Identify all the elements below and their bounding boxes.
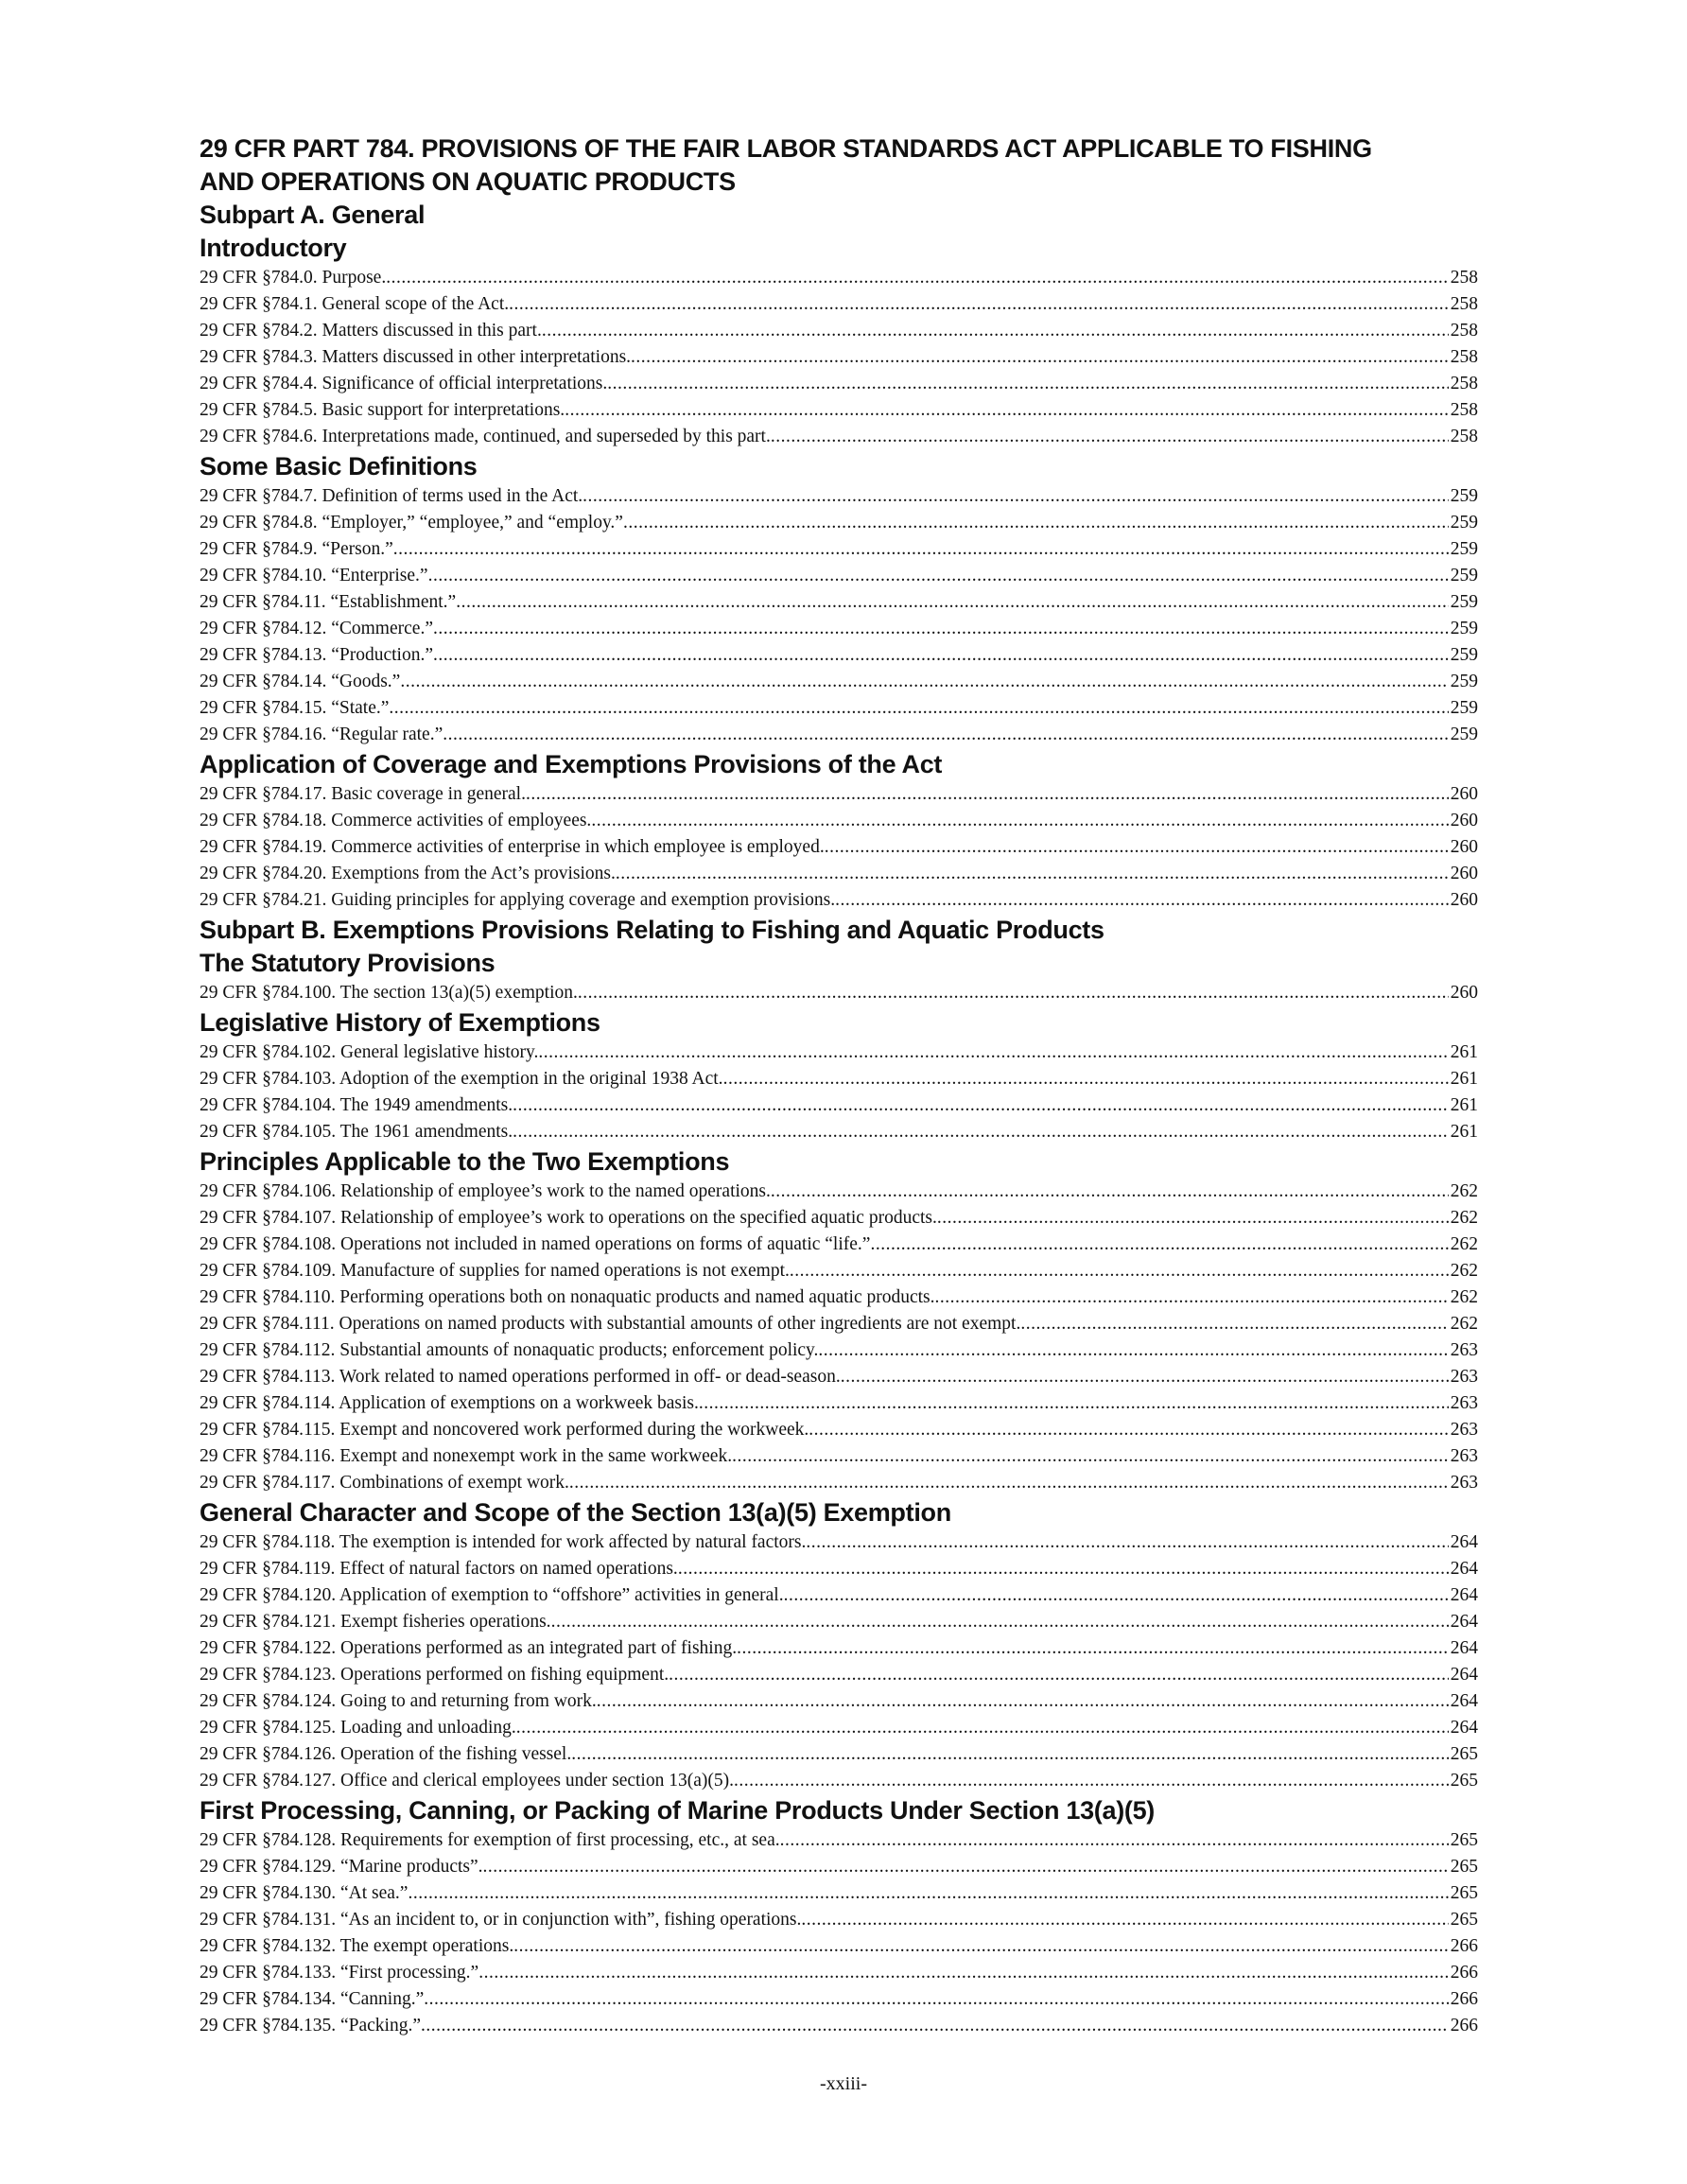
toc-entry-title: 29 CFR §784.103. Adoption of the exemption in the original 1938 Act. — [200, 1069, 723, 1089]
toc-entry[interactable] — [200, 1662, 1478, 1688]
toc-entry[interactable] — [200, 642, 1478, 669]
subpart-b-sections — [200, 947, 1478, 2039]
toc-entry[interactable] — [200, 371, 1478, 397]
dot-leader — [623, 510, 1449, 536]
toc-entry-page: 258 — [1450, 294, 1478, 314]
toc-entry[interactable] — [200, 834, 1478, 861]
toc-entry[interactable] — [200, 1986, 1478, 2013]
toc-entry-page: 265 — [1450, 1744, 1478, 1764]
toc-entry-title: 29 CFR §784.5. Basic support for interpretations. — [200, 400, 565, 420]
toc-entry-page: 262 — [1450, 1234, 1478, 1254]
toc-entry-title: 29 CFR §784.129. “Marine products”. — [200, 1857, 483, 1877]
toc-entry-title: 29 CFR §784.132. The exempt operations. — [200, 1936, 514, 1956]
toc-entry-page: 259 — [1450, 698, 1478, 718]
toc-entry-title: 29 CFR §784.11. “Establishment.” — [200, 592, 457, 612]
dot-leader — [538, 1040, 1448, 1066]
toc-entry-page: 261 — [1450, 1069, 1478, 1089]
dot-leader — [421, 2013, 1449, 2039]
dot-leader — [513, 1092, 1449, 1119]
toc-entry-page: 266 — [1450, 1963, 1478, 1983]
toc-entry[interactable] — [200, 589, 1478, 616]
toc-entry-title: 29 CFR §784.117. Combinations of exempt work. — [200, 1473, 569, 1493]
toc-entry-page: 259 — [1450, 645, 1478, 665]
dot-leader — [809, 1417, 1448, 1443]
toc-entry-title: 29 CFR §784.105. The 1961 amendments. — [200, 1122, 513, 1142]
toc-entry-page: 262 — [1450, 1287, 1478, 1307]
toc-entry-page: 260 — [1450, 837, 1478, 857]
dot-leader — [669, 1662, 1449, 1688]
toc-entry-title: 29 CFR §784.8. “Employer,” “employee,” and “employ.” — [200, 513, 623, 533]
dot-leader — [597, 1688, 1449, 1715]
toc-entry[interactable] — [200, 265, 1478, 291]
toc-entry-page: 259 — [1450, 539, 1478, 559]
toc-entry-title: 29 CFR §784.2. Matters discussed in this part. — [200, 321, 542, 341]
toc-entry-page: 258 — [1450, 427, 1478, 446]
toc-entry-title: 29 CFR §784.122. Operations performed as an integrated part of fishing. — [200, 1638, 738, 1658]
dot-leader — [393, 536, 1449, 563]
section-heading: The Statutory Provisions — [200, 949, 496, 977]
toc-entry[interactable] — [200, 483, 1478, 510]
toc-entry-title: 29 CFR §784.133. “First processing.” — [200, 1963, 479, 1983]
dot-leader — [818, 1337, 1448, 1364]
toc-entry-title: 29 CFR §784.121. Exempt fisheries operations. — [200, 1612, 551, 1632]
toc-entry-title: 29 CFR §784.17. Basic coverage in general. — [200, 784, 526, 804]
dot-leader — [433, 642, 1449, 669]
dot-leader — [526, 781, 1449, 808]
toc-entry-page: 258 — [1450, 400, 1478, 420]
toc-entry-page: 265 — [1450, 1830, 1478, 1850]
toc-entry[interactable] — [200, 1529, 1478, 1556]
toc-entry-title: 29 CFR §784.110. Performing operations both on nonaquatic products and named aquatic products. — [200, 1287, 935, 1307]
dot-leader — [400, 669, 1448, 695]
toc-entry-page: 259 — [1450, 672, 1478, 691]
toc-entry-title: 29 CFR §784.131. “As an incident to, or in conjunction with”, fishing operations. — [200, 1910, 802, 1930]
dot-leader — [825, 834, 1449, 861]
dot-leader — [1020, 1311, 1448, 1337]
toc-entry[interactable] — [200, 722, 1478, 748]
dot-leader — [386, 265, 1449, 291]
section-heading: Legislative History of Exemptions — [200, 1008, 600, 1037]
dot-leader — [443, 722, 1449, 748]
toc-entry-page: 263 — [1450, 1473, 1478, 1493]
toc-entry[interactable] — [200, 1092, 1478, 1119]
toc-entry-title: 29 CFR §784.104. The 1949 amendments. — [200, 1095, 513, 1115]
dot-leader — [835, 887, 1449, 914]
dot-leader — [784, 1582, 1449, 1609]
toc-entry[interactable] — [200, 1179, 1478, 1205]
toc-entry-title: 29 CFR §784.20. Exemptions from the Act’s provisions. — [200, 864, 616, 883]
dot-leader — [578, 980, 1449, 1006]
toc-entry-title: 29 CFR §784.119. Effect of natural factors on named operations. — [200, 1559, 678, 1579]
page-number-footer: -xxiii- — [820, 2073, 867, 2094]
toc-entry-page: 263 — [1450, 1340, 1478, 1360]
dot-leader — [389, 695, 1448, 722]
toc-entry-page: 264 — [1450, 1612, 1478, 1632]
toc-entry[interactable] — [200, 861, 1478, 887]
section-heading: First Processing, Canning, or Packing of Marine Products Under Section 13(a)(5) — [200, 1796, 1156, 1825]
toc-entry-title: 29 CFR §784.0. Purpose. — [200, 268, 387, 288]
dot-leader — [734, 1768, 1449, 1794]
toc-entry[interactable] — [200, 510, 1478, 536]
page-title-line-2: AND OPERATIONS ON AQUATIC PRODUCTS — [200, 167, 736, 196]
dot-leader — [569, 1470, 1449, 1496]
dot-leader — [935, 1284, 1449, 1311]
dot-leader — [428, 563, 1449, 589]
toc-entry-title: 29 CFR §784.1. General scope of the Act. — [200, 294, 510, 314]
toc-entry-title: 29 CFR §784.6. Interpretations made, continued, and superseded by this part. — [200, 427, 771, 446]
dot-leader — [732, 1443, 1449, 1470]
toc-entry[interactable] — [200, 1258, 1478, 1284]
toc-entry[interactable] — [200, 887, 1478, 914]
dot-leader — [456, 589, 1449, 616]
dot-leader — [509, 291, 1449, 318]
dot-leader — [424, 1986, 1449, 2013]
toc-entry-title: 29 CFR §784.106. Relationship of employee’s work to the named operations. — [200, 1181, 771, 1201]
toc-page — [200, 132, 1478, 2039]
toc-entry-page: 263 — [1450, 1446, 1478, 1466]
dot-leader — [513, 1119, 1449, 1145]
toc-entry[interactable] — [200, 1933, 1478, 1960]
toc-entry-page: 263 — [1450, 1367, 1478, 1387]
dot-leader — [607, 371, 1448, 397]
toc-entry-page: 259 — [1450, 486, 1478, 506]
toc-entry[interactable] — [200, 1688, 1478, 1715]
toc-entry-title: 29 CFR §784.120. Application of exemption to “offshore” activities in general. — [200, 1585, 784, 1605]
toc-entry[interactable] — [200, 1040, 1478, 1066]
toc-entry-page: 260 — [1450, 864, 1478, 883]
toc-entry[interactable] — [200, 563, 1478, 589]
toc-entry[interactable] — [200, 2013, 1478, 2039]
dot-leader — [483, 1854, 1449, 1880]
toc-entry-title: 29 CFR §784.127. Office and clerical employees under section 13(a)(5). — [200, 1771, 734, 1791]
toc-entry-title: 29 CFR §784.124. Going to and returning from work. — [200, 1691, 597, 1711]
toc-entry-title: 29 CFR §784.19. Commerce activities of enterprise in which employee is employed. — [200, 837, 825, 857]
page-title-line-1: 29 CFR PART 784. PROVISIONS OF THE FAIR LABOR STANDARDS ACT APPLICABLE TO FISHING — [200, 134, 1372, 163]
toc-entry-page: 259 — [1450, 513, 1478, 533]
dot-leader — [478, 1960, 1449, 1986]
section-heading: Some Basic Definitions — [200, 452, 478, 480]
toc-entry-page: 264 — [1450, 1691, 1478, 1711]
dot-leader — [513, 1933, 1449, 1960]
toc-entry-title: 29 CFR §784.109. Manufacture of supplies for named operations is not exempt. — [200, 1261, 790, 1281]
toc-entry-title: 29 CFR §784.112. Substantial amounts of nonaquatic products; enforcement policy. — [200, 1340, 819, 1360]
toc-entry-page: 261 — [1450, 1042, 1478, 1062]
toc-entry[interactable] — [200, 1854, 1478, 1880]
dot-leader — [806, 1529, 1448, 1556]
section-heading: Introductory — [200, 234, 347, 262]
toc-entry-title: 29 CFR §784.135. “Packing.” — [200, 2016, 421, 2035]
toc-entry-page: 259 — [1450, 619, 1478, 638]
toc-entry[interactable] — [200, 1284, 1478, 1311]
toc-entry[interactable] — [200, 1390, 1478, 1417]
toc-entry[interactable] — [200, 1337, 1478, 1364]
toc-entry[interactable] — [200, 1470, 1478, 1496]
dot-leader — [841, 1364, 1449, 1390]
toc-entry-page: 265 — [1450, 1910, 1478, 1930]
toc-entry-page: 260 — [1450, 890, 1478, 910]
toc-entry-title: 29 CFR §784.126. Operation of the fishing vessel. — [200, 1744, 572, 1764]
toc-entry-page: 258 — [1450, 321, 1478, 341]
toc-entry-title: 29 CFR §784.16. “Regular rate.” — [200, 725, 443, 744]
toc-entry-title: 29 CFR §784.113. Work related to named operations performed in off- or dead-season. — [200, 1367, 841, 1387]
toc-entry[interactable] — [200, 536, 1478, 563]
toc-entry-title: 29 CFR §784.10. “Enterprise.” — [200, 566, 428, 585]
toc-entry-page: 264 — [1450, 1532, 1478, 1552]
toc-entry[interactable] — [200, 1827, 1478, 1854]
toc-entry-page: 260 — [1450, 983, 1478, 1003]
toc-entry-page: 259 — [1450, 725, 1478, 744]
toc-entry-page: 258 — [1450, 374, 1478, 393]
toc-entry[interactable] — [200, 1556, 1478, 1582]
toc-entry-page: 265 — [1450, 1857, 1478, 1877]
toc-entry[interactable] — [200, 1609, 1478, 1635]
toc-entry-page: 265 — [1450, 1771, 1478, 1791]
toc-entry-title: 29 CFR §784.118. The exemption is intended for work affected by natural factors. — [200, 1532, 807, 1552]
toc-entry[interactable] — [200, 397, 1478, 424]
toc-entry[interactable] — [200, 424, 1478, 450]
toc-entry[interactable] — [200, 808, 1478, 834]
toc-entry-title: 29 CFR §784.115. Exempt and noncovered work performed during the workweek. — [200, 1420, 809, 1440]
toc-entry[interactable] — [200, 1635, 1478, 1662]
toc-entry-title: 29 CFR §784.102. General legislative history. — [200, 1042, 539, 1062]
toc-entry-title: 29 CFR §784.18. Commerce activities of employees. — [200, 811, 592, 830]
toc-entry[interactable] — [200, 1960, 1478, 1986]
toc-entry[interactable] — [200, 1907, 1478, 1933]
toc-entry-page: 265 — [1450, 1883, 1478, 1903]
toc-entry-page: 258 — [1450, 347, 1478, 367]
toc-entry[interactable] — [200, 1364, 1478, 1390]
toc-entry-page: 262 — [1450, 1314, 1478, 1334]
toc-entry[interactable] — [200, 1582, 1478, 1609]
toc-entry[interactable] — [200, 1880, 1478, 1907]
toc-entry-title: 29 CFR §784.15. “State.” — [200, 698, 390, 718]
toc-entry[interactable] — [200, 616, 1478, 642]
toc-entry-title: 29 CFR §784.9. “Person.” — [200, 539, 393, 559]
toc-entry-title: 29 CFR §784.130. “At sea.” — [200, 1883, 409, 1903]
toc-entry-page: 264 — [1450, 1718, 1478, 1738]
subpart-a-sections — [200, 232, 1478, 914]
section-heading: Application of Coverage and Exemptions Provisions of the Act — [200, 750, 943, 778]
dot-leader — [516, 1715, 1449, 1741]
toc-entry[interactable] — [200, 1066, 1478, 1092]
toc-entry-title: 29 CFR §784.134. “Canning.” — [200, 1989, 425, 2009]
toc-entry-page: 258 — [1450, 268, 1478, 288]
toc-entry-title: 29 CFR §784.3. Matters discussed in other interpretations. — [200, 347, 632, 367]
toc-entry-title: 29 CFR §784.4. Significance of official interpretations. — [200, 374, 608, 393]
toc-entry-title: 29 CFR §784.123. Operations performed on fishing equipment. — [200, 1665, 670, 1685]
section-heading: General Character and Scope of the Section 13(a)(5) Exemption — [200, 1498, 951, 1527]
toc-entry[interactable] — [200, 318, 1478, 344]
toc-entry[interactable] — [200, 1715, 1478, 1741]
toc-entry[interactable] — [200, 1741, 1478, 1768]
toc-entry-title: 29 CFR §784.125. Loading and unloading. — [200, 1718, 516, 1738]
dot-leader — [737, 1635, 1449, 1662]
toc-entry-page: 259 — [1450, 592, 1478, 612]
toc-entry[interactable] — [200, 291, 1478, 318]
toc-entry-title: 29 CFR §784.107. Relationship of employee’s work to operations on the specified aquatic products. — [200, 1208, 937, 1228]
toc-entry-page: 259 — [1450, 566, 1478, 585]
toc-entry-page: 266 — [1450, 1989, 1478, 2009]
dot-leader — [591, 808, 1448, 834]
toc-entry[interactable] — [200, 1205, 1478, 1232]
dot-leader — [565, 397, 1449, 424]
toc-entry[interactable] — [200, 980, 1478, 1006]
toc-entry[interactable] — [200, 1443, 1478, 1470]
toc-entry-page: 264 — [1450, 1638, 1478, 1658]
toc-entry-page: 263 — [1450, 1393, 1478, 1413]
toc-entry-title: 29 CFR §784.111. Operations on named products with substantial amounts of other ingredients are not exempt. — [200, 1314, 1021, 1334]
dot-leader — [408, 1880, 1448, 1907]
toc-entry-title: 29 CFR §784.14. “Goods.” — [200, 672, 401, 691]
toc-entry-page: 262 — [1450, 1208, 1478, 1228]
dot-leader — [801, 1907, 1448, 1933]
toc-entry-page: 266 — [1450, 1936, 1478, 1956]
toc-entry-title: 29 CFR §784.21. Guiding principles for applying coverage and exemption provisions. — [200, 890, 836, 910]
toc-entry[interactable] — [200, 1232, 1478, 1258]
toc-entry[interactable] — [200, 1119, 1478, 1145]
toc-entry[interactable] — [200, 1417, 1478, 1443]
toc-entry-title: 29 CFR §784.13. “Production.” — [200, 645, 433, 665]
toc-entry[interactable] — [200, 669, 1478, 695]
subpart-a-heading: Subpart A. General — [200, 201, 426, 229]
toc-entry-page: 262 — [1450, 1181, 1478, 1201]
toc-entry[interactable] — [200, 781, 1478, 808]
toc-entry-page: 266 — [1450, 2016, 1478, 2035]
toc-entry-page: 261 — [1450, 1095, 1478, 1115]
toc-entry-page: 262 — [1450, 1261, 1478, 1281]
dot-leader — [771, 424, 1449, 450]
dot-leader — [723, 1066, 1449, 1092]
section-heading: Principles Applicable to the Two Exemptions — [200, 1147, 730, 1176]
toc-entry-page: 263 — [1450, 1420, 1478, 1440]
toc-entry-page: 264 — [1450, 1585, 1478, 1605]
toc-entry-page: 260 — [1450, 784, 1478, 804]
dot-leader — [571, 1741, 1449, 1768]
dot-leader — [551, 1609, 1449, 1635]
subpart-b-heading: Subpart B. Exemptions Provisions Relating to Fishing and Aquatic Products — [200, 916, 1104, 944]
dot-leader — [631, 344, 1449, 371]
dot-leader — [542, 318, 1449, 344]
toc-entry-title: 29 CFR §784.128. Requirements for exemption of first processing, etc., at sea. — [200, 1830, 780, 1850]
toc-entry-page: 261 — [1450, 1122, 1478, 1142]
dot-leader — [678, 1556, 1449, 1582]
toc-entry-page: 260 — [1450, 811, 1478, 830]
dot-leader — [616, 861, 1449, 887]
toc-entry-title: 29 CFR §784.7. Definition of terms used in the Act. — [200, 486, 583, 506]
toc-entry[interactable] — [200, 1768, 1478, 1794]
toc-entry[interactable] — [200, 344, 1478, 371]
toc-entry-title: 29 CFR §784.100. The section 13(a)(5) exemption. — [200, 983, 578, 1003]
dot-leader — [699, 1390, 1449, 1417]
toc-entry[interactable] — [200, 1311, 1478, 1337]
dot-leader — [937, 1205, 1449, 1232]
toc-entry[interactable] — [200, 695, 1478, 722]
toc-entry-page: 264 — [1450, 1665, 1478, 1685]
toc-entry-page: 264 — [1450, 1559, 1478, 1579]
dot-leader — [790, 1258, 1449, 1284]
toc-entry-title: 29 CFR §784.108. Operations not included in named operations on forms of aquatic “life.” — [200, 1234, 871, 1254]
toc-entry-title: 29 CFR §784.116. Exempt and nonexempt work in the same workweek. — [200, 1446, 733, 1466]
toc-entry-title: 29 CFR §784.114. Application of exemptions on a workweek basis. — [200, 1393, 699, 1413]
dot-leader — [780, 1827, 1449, 1854]
dot-leader — [771, 1179, 1449, 1205]
dot-leader — [870, 1232, 1448, 1258]
dot-leader — [433, 616, 1449, 642]
toc-entry-title: 29 CFR §784.12. “Commerce.” — [200, 619, 433, 638]
dot-leader — [583, 483, 1449, 510]
